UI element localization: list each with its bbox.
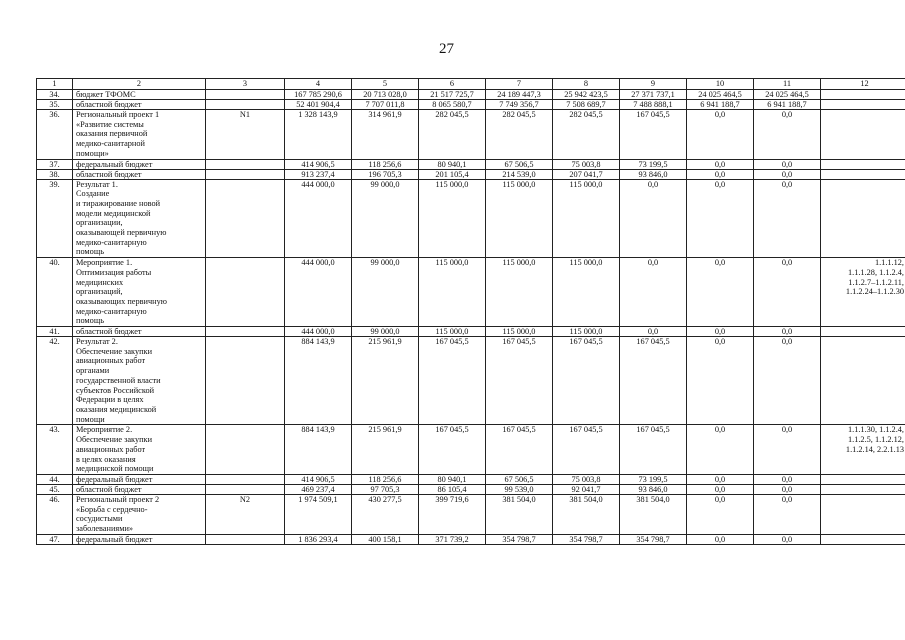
row-name-cell — [73, 159, 206, 169]
value-cell: 913 237,4 — [285, 169, 352, 179]
row-name-line: областной бюджет — [76, 484, 142, 494]
row-refs-cell — [821, 159, 905, 169]
row-name-line: авиационных работ — [76, 444, 146, 454]
value-cell: 0,0 — [687, 534, 754, 544]
value-cell: 115 000,0 — [553, 327, 620, 337]
value-cell: 92 041,7 — [553, 484, 620, 494]
row-refs-cell — [821, 494, 905, 534]
table-row — [37, 110, 905, 160]
value-cell: 0,0 — [687, 179, 754, 258]
column-header: 8 — [553, 79, 620, 90]
value-cell: 884 143,9 — [285, 337, 352, 425]
row-name-cell — [73, 425, 206, 475]
value-cell: 381 504,0 — [553, 494, 620, 534]
row-number-cell: 46. — [37, 494, 73, 534]
table-row — [37, 258, 905, 327]
value-cell: 469 237,4 — [285, 484, 352, 494]
row-refs-cell — [821, 327, 905, 337]
row-number-cell: 37. — [37, 159, 73, 169]
row-name-line: областной бюджет — [76, 169, 142, 179]
row-refs-cell — [821, 337, 905, 425]
value-cell: 196 705,3 — [352, 169, 419, 179]
table-row — [37, 327, 905, 337]
column-header: 2 — [73, 79, 206, 90]
column-header: 3 — [206, 79, 285, 90]
value-cell: 73 199,5 — [620, 159, 687, 169]
row-name-line: «Борьба с сердечно- — [76, 504, 148, 514]
value-cell: 444 000,0 — [285, 327, 352, 337]
column-header: 5 — [352, 79, 419, 90]
row-name-line: помощи» — [76, 148, 109, 158]
row-name-cell — [73, 494, 206, 534]
column-header: 7 — [486, 79, 553, 90]
row-name-line: Региональный проект 2 — [76, 494, 160, 504]
row-name-line: Результат 1. — [76, 179, 118, 189]
value-cell: 381 504,0 — [486, 494, 553, 534]
row-name-line: медицинской помощи — [76, 464, 154, 474]
value-cell: 381 504,0 — [620, 494, 687, 534]
row-refs-cell — [821, 484, 905, 494]
table-row — [37, 484, 905, 494]
value-cell: 97 705,3 — [352, 484, 419, 494]
value-cell: 214 539,0 — [486, 169, 553, 179]
table-row — [37, 100, 905, 110]
value-cell: 884 143,9 — [285, 425, 352, 475]
value-cell: 167 785 290,6 — [285, 90, 352, 100]
value-cell: 7 488 888,1 — [620, 100, 687, 110]
row-name-line: помощь — [76, 247, 105, 257]
value-cell: 0,0 — [687, 337, 754, 425]
row-code-cell — [206, 179, 285, 258]
row-code-cell: N1 — [206, 110, 285, 160]
row-refs-cell — [821, 100, 905, 110]
row-name-line: и тиражирование новой — [76, 198, 161, 208]
row-name-cell — [73, 484, 206, 494]
value-cell: 0,0 — [687, 484, 754, 494]
value-cell: 25 942 423,5 — [553, 90, 620, 100]
value-cell: 99 000,0 — [352, 327, 419, 337]
row-name-cell — [73, 474, 206, 484]
value-cell: 0,0 — [754, 494, 821, 534]
row-name-cell — [73, 110, 206, 160]
value-cell: 0,0 — [754, 484, 821, 494]
row-code-cell — [206, 425, 285, 475]
table-row — [37, 534, 905, 544]
value-cell: 0,0 — [687, 327, 754, 337]
row-number-cell: 44. — [37, 474, 73, 484]
value-cell: 444 000,0 — [285, 258, 352, 327]
value-cell: 354 798,7 — [620, 534, 687, 544]
value-cell: 115 000,0 — [486, 327, 553, 337]
table-row — [37, 169, 905, 179]
value-cell: 21 517 725,7 — [419, 90, 486, 100]
column-header: 11 — [754, 79, 821, 90]
value-cell: 115 000,0 — [419, 179, 486, 258]
value-cell: 115 000,0 — [553, 179, 620, 258]
value-cell: 99 000,0 — [352, 179, 419, 258]
value-cell: 27 371 737,1 — [620, 90, 687, 100]
row-name-line: субъектов Российской — [76, 385, 155, 395]
row-name-line: Обеспечение закупки — [76, 346, 153, 356]
row-code-cell — [206, 474, 285, 484]
value-cell: 80 940,1 — [419, 474, 486, 484]
table-row — [37, 159, 905, 169]
value-cell: 371 739,2 — [419, 534, 486, 544]
value-cell: 115 000,0 — [419, 327, 486, 337]
value-cell: 67 506,5 — [486, 474, 553, 484]
row-ref-line: 1.1.1.30, 1.1.2.4, — [847, 425, 904, 435]
row-name-line: Региональный проект 1 — [76, 110, 160, 119]
row-name-line: федеральный бюджет — [76, 474, 153, 484]
table-row — [37, 337, 905, 425]
value-cell: 118 256,6 — [352, 159, 419, 169]
row-name-line: Мероприятие 1. — [76, 258, 133, 268]
row-name-line: помощи — [76, 414, 105, 424]
row-name-line: областной бюджет — [76, 327, 142, 337]
value-cell: 414 906,5 — [285, 159, 352, 169]
value-cell: 215 961,9 — [352, 337, 419, 425]
table-header-row — [37, 79, 905, 90]
value-cell: 0,0 — [754, 258, 821, 327]
value-cell: 0,0 — [754, 327, 821, 337]
row-code-cell — [206, 337, 285, 425]
value-cell: 215 961,9 — [352, 425, 419, 475]
value-cell: 73 199,5 — [620, 474, 687, 484]
table-row — [37, 474, 905, 484]
row-refs-cell — [821, 534, 905, 544]
value-cell: 0,0 — [620, 327, 687, 337]
column-header: 12 — [821, 79, 905, 90]
budget-table — [36, 78, 905, 545]
value-cell: 201 105,4 — [419, 169, 486, 179]
row-name-cell — [73, 534, 206, 544]
value-cell: 115 000,0 — [553, 258, 620, 327]
value-cell: 24 189 447,3 — [486, 90, 553, 100]
row-refs-cell — [821, 169, 905, 179]
value-cell: 67 506,5 — [486, 159, 553, 169]
row-refs-cell — [821, 425, 905, 475]
row-number-cell: 41. — [37, 327, 73, 337]
column-header: 1 — [37, 79, 73, 90]
row-refs-cell — [821, 110, 905, 160]
value-cell: 167 045,5 — [486, 425, 553, 475]
row-name-cell — [73, 337, 206, 425]
value-cell: 0,0 — [754, 425, 821, 475]
table-row — [37, 90, 905, 100]
value-cell: 115 000,0 — [486, 179, 553, 258]
row-code-cell: N2 — [206, 494, 285, 534]
row-name-line: федеральный бюджет — [76, 534, 153, 544]
table-row — [37, 425, 905, 475]
row-name-line: медицинских — [76, 277, 124, 287]
row-name-line: «Развитие системы — [76, 119, 144, 129]
row-name-line: в целях оказания — [76, 454, 136, 464]
row-code-cell — [206, 169, 285, 179]
row-name-line: органами — [76, 366, 110, 376]
row-code-cell — [206, 327, 285, 337]
value-cell: 430 277,5 — [352, 494, 419, 534]
row-name-cell — [73, 327, 206, 337]
row-name-line: бюджет ТФОМС — [76, 90, 136, 99]
value-cell: 7 508 689,7 — [553, 100, 620, 110]
value-cell: 0,0 — [754, 534, 821, 544]
row-name-line: Оптимизация работы — [76, 267, 152, 277]
row-name-line: областной бюджет — [76, 100, 142, 109]
row-code-cell — [206, 534, 285, 544]
value-cell: 0,0 — [687, 258, 754, 327]
value-cell: 400 158,1 — [352, 534, 419, 544]
column-header: 9 — [620, 79, 687, 90]
value-cell: 167 045,5 — [620, 425, 687, 475]
row-name-line: Мероприятие 2. — [76, 425, 133, 435]
value-cell: 118 256,6 — [352, 474, 419, 484]
row-ref-line: 1.1.2.5, 1.1.2.12, — [847, 435, 904, 445]
value-cell: 75 003,8 — [553, 159, 620, 169]
value-cell: 99 000,0 — [352, 258, 419, 327]
row-name-line: авиационных работ — [76, 356, 146, 366]
row-ref-line: 1.1.2.14, 2.2.1.13 — [845, 444, 904, 454]
value-cell: 7 707 011,8 — [352, 100, 419, 110]
row-name-line: сосудистыми — [76, 514, 123, 524]
row-code-cell — [206, 100, 285, 110]
value-cell: 167 045,5 — [486, 337, 553, 425]
value-cell: 0,0 — [687, 494, 754, 534]
page-number: 27 — [439, 41, 454, 57]
value-cell: 0,0 — [620, 179, 687, 258]
row-code-cell — [206, 90, 285, 100]
column-header: 4 — [285, 79, 352, 90]
row-ref-line: 1.1.1.12, — [874, 258, 904, 268]
value-cell: 0,0 — [687, 169, 754, 179]
value-cell: 24 025 464,5 — [754, 90, 821, 100]
row-name-line: оказания медицинской — [76, 404, 157, 414]
row-number-cell: 42. — [37, 337, 73, 425]
value-cell: 167 045,5 — [419, 337, 486, 425]
row-number-cell: 36. — [37, 110, 73, 160]
value-cell: 80 940,1 — [419, 159, 486, 169]
value-cell: 6 941 188,7 — [754, 100, 821, 110]
row-number-cell: 43. — [37, 425, 73, 475]
row-name-line: организаций, — [76, 287, 123, 297]
row-name-line: медико-санитарной — [76, 139, 145, 149]
value-cell: 75 003,8 — [553, 474, 620, 484]
row-refs-cell — [821, 90, 905, 100]
value-cell: 0,0 — [754, 179, 821, 258]
value-cell: 354 798,7 — [486, 534, 553, 544]
row-name-line: оказывающих первичную — [76, 296, 167, 306]
value-cell: 6 941 188,7 — [687, 100, 754, 110]
row-name-cell — [73, 258, 206, 327]
row-name-cell — [73, 90, 206, 100]
value-cell: 115 000,0 — [486, 258, 553, 327]
value-cell: 93 846,0 — [620, 484, 687, 494]
value-cell: 1 328 143,9 — [285, 110, 352, 160]
value-cell: 314 961,9 — [352, 110, 419, 160]
value-cell: 167 045,5 — [553, 425, 620, 475]
row-name-line: Создание — [76, 189, 110, 199]
row-name-cell — [73, 179, 206, 258]
row-name-line: оказывающей первичную — [76, 228, 167, 238]
value-cell: 8 065 580,7 — [419, 100, 486, 110]
value-cell: 1 836 293,4 — [285, 534, 352, 544]
row-name-line: медико-санитарную — [76, 306, 147, 316]
row-refs-cell — [821, 474, 905, 484]
table-row — [37, 179, 905, 258]
row-name-line: Федерации в целях — [76, 395, 144, 405]
value-cell: 282 045,5 — [486, 110, 553, 160]
value-cell: 24 025 464,5 — [687, 90, 754, 100]
row-ref-line: 1.1.2.7–1.1.2.11, — [848, 277, 904, 287]
row-name-line: федеральный бюджет — [76, 159, 153, 169]
row-number-cell: 40. — [37, 258, 73, 327]
row-number-cell: 47. — [37, 534, 73, 544]
row-refs-cell — [821, 179, 905, 258]
row-refs-cell — [821, 258, 905, 327]
row-ref-line: 1.1.2.24–1.1.2.30 — [845, 287, 904, 297]
row-name-line: медико-санитарную — [76, 237, 147, 247]
table-row — [37, 494, 905, 534]
value-cell: 86 105,4 — [419, 484, 486, 494]
row-number-cell: 38. — [37, 169, 73, 179]
value-cell: 354 798,7 — [553, 534, 620, 544]
value-cell: 0,0 — [754, 159, 821, 169]
value-cell: 0,0 — [687, 110, 754, 160]
value-cell: 0,0 — [620, 258, 687, 327]
row-code-cell — [206, 159, 285, 169]
value-cell: 7 749 356,7 — [486, 100, 553, 110]
value-cell: 115 000,0 — [419, 258, 486, 327]
value-cell: 167 045,5 — [419, 425, 486, 475]
value-cell: 414 906,5 — [285, 474, 352, 484]
value-cell: 52 401 904,4 — [285, 100, 352, 110]
value-cell: 0,0 — [687, 474, 754, 484]
row-number-cell: 39. — [37, 179, 73, 258]
value-cell: 0,0 — [754, 474, 821, 484]
row-number-cell: 45. — [37, 484, 73, 494]
row-name-line: помощь — [76, 316, 105, 326]
value-cell: 20 713 028,0 — [352, 90, 419, 100]
value-cell: 167 045,5 — [620, 110, 687, 160]
value-cell: 93 846,0 — [620, 169, 687, 179]
row-code-cell — [206, 258, 285, 327]
row-number-cell: 34. — [37, 90, 73, 100]
value-cell: 167 045,5 — [620, 337, 687, 425]
value-cell: 167 045,5 — [553, 337, 620, 425]
row-name-line: государственной власти — [76, 375, 161, 385]
value-cell: 1 974 509,1 — [285, 494, 352, 534]
row-name-line: модели медицинской — [76, 208, 151, 218]
row-code-cell — [206, 484, 285, 494]
value-cell: 207 041,7 — [553, 169, 620, 179]
column-header: 6 — [419, 79, 486, 90]
column-header: 10 — [687, 79, 754, 90]
value-cell: 0,0 — [754, 169, 821, 179]
row-name-line: организации, — [76, 218, 123, 228]
value-cell: 399 719,6 — [419, 494, 486, 534]
row-name-line: Результат 2. — [76, 337, 118, 347]
value-cell: 282 045,5 — [553, 110, 620, 160]
row-ref-line: 1.1.1.28, 1.1.2.4, — [847, 267, 904, 277]
row-name-line: заболеваниями» — [76, 524, 134, 534]
value-cell: 99 539,0 — [486, 484, 553, 494]
value-cell: 0,0 — [754, 110, 821, 160]
value-cell: 0,0 — [754, 337, 821, 425]
value-cell: 0,0 — [687, 159, 754, 169]
row-name-line: Обеспечение закупки — [76, 435, 153, 445]
row-name-line: оказания первичной — [76, 129, 148, 139]
value-cell: 444 000,0 — [285, 179, 352, 258]
row-name-cell — [73, 169, 206, 179]
row-name-cell — [73, 100, 206, 110]
table-body — [37, 79, 905, 545]
value-cell: 0,0 — [687, 425, 754, 475]
row-number-cell: 35. — [37, 100, 73, 110]
value-cell: 282 045,5 — [419, 110, 486, 160]
